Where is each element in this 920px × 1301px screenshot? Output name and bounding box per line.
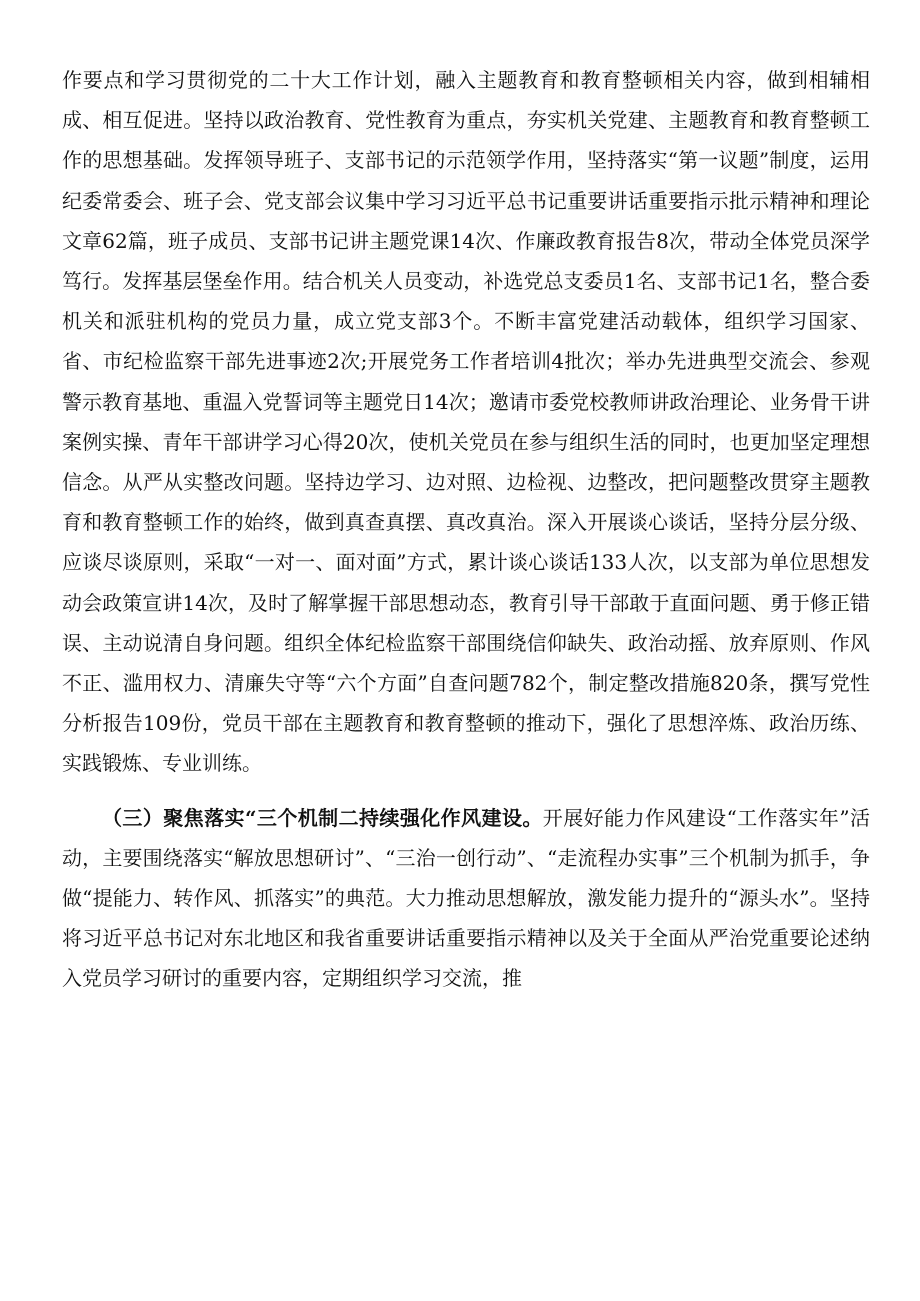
- document-page: [62, 60, 870, 999]
- section-body-text: 开展好能力作风建设“工作落实年”活动，主要围绕落实“解放思想研讨”、“三治一创行动”、“走流程办实事”三个机制为抓手，争做“提能力、转作风、抓落实”的典范。大力推动思想解放，激发能力提升的“源头水”。坚持将习近平总书记对东北地区和我省重要讲话重要指示精神以及关于全面从严治党重要论述纳入党员学习研讨的重要内容，定期组织学习交流，推: [62, 805, 870, 991]
- body-paragraph-2: [62, 798, 870, 999]
- section-heading: （三）聚焦落实“三个机制二持续强化作风建设。: [102, 805, 543, 830]
- body-paragraph-1: 作要点和学习贯彻党的二十大工作计划，融入主题教育和教育整顿相关内容，做到相辅相成、相互促进。坚持以政治教育、党性教育为重点，夯实机关党建、主题教育和教育整顿工作的思想基础。发挥领导班子、支部书记的示范领学作用，坚持落实“第一议题”制度，运用纪委常委会、班子会、党支部会议集中学习习近平总书记重要讲话重要指示批示精神和理论文章62篇，班子成员、支部书记讲主题党课14次、作廉政教育报告8次，带动全体党员深学笃行。发挥基层堡垒作用。结合机关人员变动，补选党总支委员1名、支部书记1名，整合委机关和派驻机构的党员力量，成立党支部3个。不断丰富党建活动载体，组织学习国家、省、市纪检监察干部先进事迹2次;开展党务工作者培训4批次；举办先进典型交流会、参观警示教育基地、重温入党誓词等主题党日14次；邀请市委党校教师讲政治理论、业务骨干讲案例实操、青年干部讲学习心得20次，使机关党员在参与组织生活的同时，也更加坚定理想信念。从严从实整改问题。坚持边学习、边对照、边检视、边整改，把问题整改贯穿主题教育和教育整顿工作的始终，做到真查真摆、真改真治。深入开展谈心谈话，坚持分层分级、应谈尽谈原则，采取“一对一、面对面”方式，累计谈心谈话133人次，以支部为单位思想发动会政策宣讲14次，及时了解掌握干部思想动态，教育引导干部敢于直面问题、勇于修正错误、主动说清自身问题。组织全体纪检监察干部围绕信仰缺失、政治动摇、放弃原则、作风不正、滥用权力、清廉失守等“六个方面”自查问题782个，制定整改措施820条，撰写党性分析报告109份，党员干部在主题教育和教育整顿的推动下，强化了思想淬炼、政治历练、实践锻炼、专业训练。: [62, 68, 870, 776]
